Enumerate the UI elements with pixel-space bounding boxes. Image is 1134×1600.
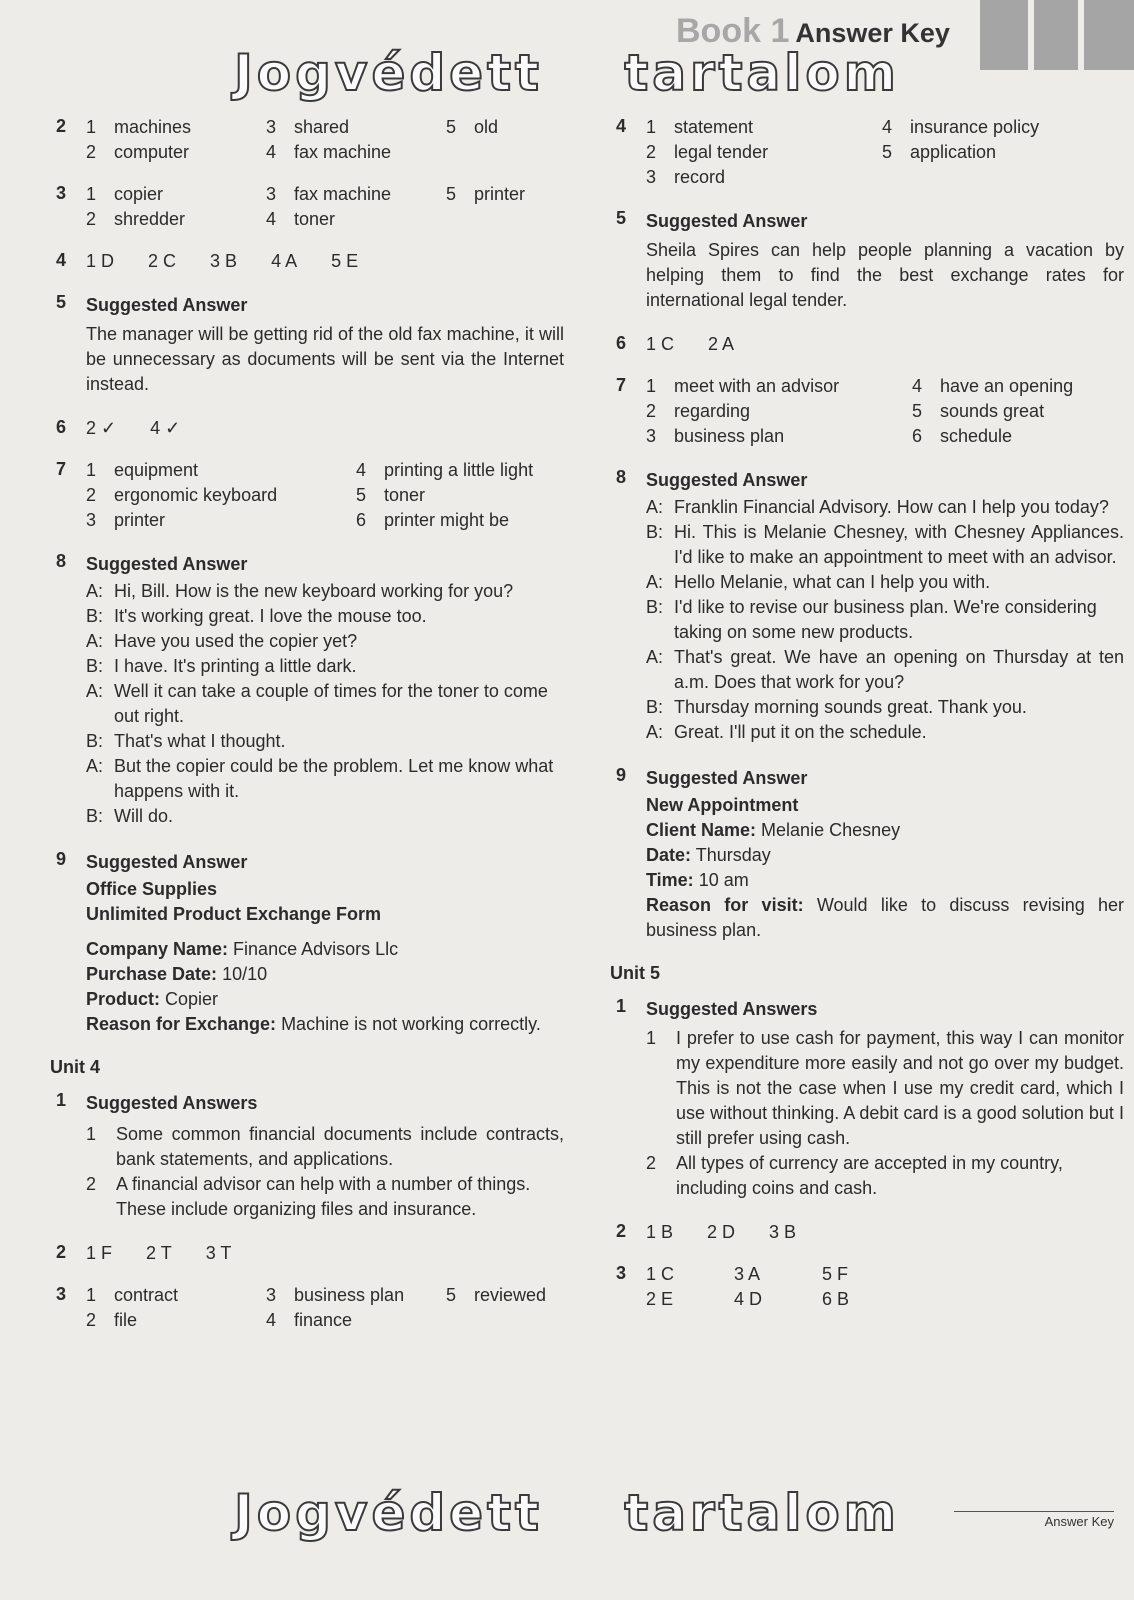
watermark-word: Jogvédett — [234, 44, 543, 102]
unit5-exercise-1 — [616, 996, 1124, 1201]
unit-heading: Unit 4 — [50, 1057, 101, 1077]
exercise-5 — [56, 292, 564, 397]
answer-item: 1 F — [86, 1243, 113, 1263]
watermark-word: Jogvédett — [234, 1484, 543, 1542]
answer-item: 1 equipment — [86, 460, 199, 480]
form-field: Time: 10 am — [646, 870, 749, 890]
answer-item: 3 business plan — [266, 1285, 405, 1305]
exercise-number: 5 — [56, 292, 67, 312]
suggested-answer-title: Suggested Answer — [86, 295, 248, 315]
answer-item: 3 record — [646, 167, 726, 187]
form-field: Reason for Exchange: Machine is not working correctly. — [86, 1014, 541, 1034]
answer-item: 5 E — [331, 251, 359, 271]
exercise-number: 2 — [56, 116, 67, 136]
exercise-number: 8 — [616, 467, 627, 487]
exercise-number: 2 — [616, 1221, 627, 1241]
suggested-answer-title: Suggested Answer — [86, 852, 248, 872]
answer-item: 4 fax machine — [266, 142, 392, 162]
dialogue-line: A: But the copier could be the problem. Let me know what happens with it. — [86, 756, 554, 801]
exercise-number: 9 — [56, 849, 67, 869]
exercise-7 — [616, 375, 1124, 447]
answer-item: 4 D — [734, 1289, 763, 1309]
answer-text: Sheila Spires can help people planning a vacation by helping them to find the best exchange rates for international legal tender. — [646, 240, 1124, 310]
exercise-2 — [56, 116, 564, 163]
answer-item: 2 file — [86, 1310, 138, 1330]
book-label: Book 1 — [676, 12, 790, 50]
answer-item: 3 B — [210, 251, 238, 271]
dialogue-line: A: That's great. We have an opening on Thursday at ten a.m. Does that work for you? — [646, 647, 1124, 692]
unit4-exercise-2 — [56, 1242, 564, 1264]
list-item: 1 I prefer to use cash for payment, this way I can monitor my expenditure more easily and not go over my budget. This is not the case when I use my credit card, which I use without thinking. A debit card is a good solution but I still prefer using cash. — [646, 1028, 1124, 1148]
exercise-3 — [56, 183, 564, 230]
answer-item: 2 computer — [86, 142, 190, 162]
answer-item: 5 sounds great — [912, 401, 1045, 421]
suggested-answer-title: Suggested Answers — [86, 1093, 258, 1113]
unit-heading: Unit 5 — [610, 963, 661, 983]
answer-item: 2 legal tender — [646, 142, 769, 162]
answer-item: 2 ✓ — [86, 418, 117, 438]
list-item: 2 All types of currency are accepted in my country, including coins and cash. — [646, 1153, 1063, 1198]
exercise-5 — [616, 208, 1124, 313]
answer-item: 2 C — [148, 251, 177, 271]
exercise-number: 5 — [616, 208, 627, 228]
answer-item: 3 business plan — [646, 426, 785, 446]
answer-item: 5 reviewed — [446, 1285, 547, 1305]
answer-item: 1 machines — [86, 117, 192, 137]
exercise-9 — [616, 765, 1124, 943]
list-item: 1 Some common financial documents include contracts, bank statements, and applications. — [86, 1124, 564, 1169]
answer-item: 1 meet with an advisor — [646, 376, 840, 396]
list-item: 2 A financial advisor can help with a number of things. These include organizing files and insurance. — [86, 1174, 531, 1219]
dialogue-line: B: Thursday morning sounds great. Thank you. — [646, 697, 1027, 717]
answer-item: 4 A — [271, 251, 298, 271]
dialogue-line: B: That's what I thought. — [86, 731, 286, 751]
exercise-number: 1 — [616, 996, 627, 1016]
exercise-number: 8 — [56, 551, 67, 571]
answer-item: 4 ✓ — [150, 418, 181, 438]
footer-label: Answer Key — [954, 1511, 1114, 1529]
dialogue-line: B: Will do. — [86, 806, 174, 826]
dialogue-line: B: I have. It's printing a little dark. — [86, 656, 357, 676]
form-title: New Appointment — [646, 795, 799, 815]
exercise-6 — [56, 417, 564, 439]
dialogue-line: A: Franklin Financial Advisory. How can I help you today? — [646, 497, 1109, 517]
answer-item: 5 printer — [446, 184, 526, 204]
exercise-8 — [616, 467, 1124, 745]
answer-item: 3 fax machine — [266, 184, 392, 204]
dialogue-line: A: Great. I'll put it on the schedule. — [646, 722, 927, 742]
dialogue-line: A: Hi, Bill. How is the new keyboard working for you? — [86, 581, 514, 601]
answer-item: 1 copier — [86, 184, 164, 204]
exercise-number: 4 — [616, 116, 627, 136]
answer-item: 5 F — [822, 1264, 849, 1284]
exercise-7 — [56, 459, 564, 531]
form-field: Purchase Date: 10/10 — [86, 964, 268, 984]
dialogue-line: B: I'd like to revise our business plan. We're considering taking on some new products. — [646, 597, 1097, 642]
answer-item: 1 C — [646, 334, 675, 354]
answer-item: 3 B — [769, 1222, 797, 1242]
dialogue — [646, 495, 1124, 745]
exercise-number: 7 — [56, 459, 67, 479]
answer-text: The manager will be getting rid of the old fax machine, it will be unnecessary as documents will be sent via the Internet instead. — [86, 324, 564, 394]
suggested-answer-title: Suggested Answer — [646, 768, 808, 788]
answer-item: 1 statement — [646, 117, 754, 137]
answer-item: 6 B — [822, 1289, 850, 1309]
answer-item: 4 printing a little light — [356, 460, 534, 480]
exercise-8 — [56, 551, 564, 829]
suggested-answer-title: Suggested Answer — [646, 470, 808, 490]
exercise-number: 3 — [56, 183, 67, 203]
form-field: Date: Thursday — [646, 845, 771, 865]
unit4-exercise-3 — [56, 1284, 564, 1331]
answer-item: 2 ergonomic keyboard — [86, 485, 278, 505]
watermark-word: tartalom — [624, 1484, 900, 1542]
exercise-number: 9 — [616, 765, 627, 785]
answer-item: 5 toner — [356, 485, 426, 505]
dialogue-line: B: It's working great. I love the mouse too. — [86, 606, 427, 626]
answer-item: 4 insurance policy — [882, 117, 1040, 137]
suggested-answer-title: Suggested Answer — [86, 554, 248, 574]
answer-item: 4 have an opening — [912, 376, 1074, 396]
form-field: Product: Copier — [86, 989, 219, 1009]
suggested-answer-title: Suggested Answer — [646, 211, 808, 231]
answer-item: 1 contract — [86, 1285, 179, 1305]
answer-item: 1 C — [646, 1264, 675, 1284]
exercise-9 — [56, 849, 564, 1037]
watermark-word: tartalom — [624, 44, 900, 102]
answer-item: 6 printer might be — [356, 510, 510, 530]
dialogue-line: A: Hello Melanie, what can I help you with. — [646, 572, 991, 592]
exercise-4 — [616, 116, 1124, 188]
dialogue-line: B: Hi. This is Melanie Chesney, with Chesney Appliances. I'd like to make an appointment to meet with an advisor. — [646, 522, 1124, 567]
answer-item: 2 D — [707, 1222, 736, 1242]
form-subtitle: Unlimited Product Exchange Form — [86, 904, 382, 924]
exercise-number: 6 — [616, 333, 627, 353]
answer-item: 5 old — [446, 117, 499, 137]
form-title: Office Supplies — [86, 879, 218, 899]
exercise-number: 6 — [56, 417, 67, 437]
answer-item: 4 finance — [266, 1310, 353, 1330]
answer-item: 2 regarding — [646, 401, 751, 421]
answer-item: 6 schedule — [912, 426, 1013, 446]
dialogue-line: A: Have you used the copier yet? — [86, 631, 358, 651]
answer-item: 2 A — [708, 334, 735, 354]
exercise-number: 3 — [616, 1263, 627, 1283]
exercise-number: 1 — [56, 1090, 67, 1110]
answer-item: 3 T — [205, 1243, 232, 1263]
answer-item: 3 A — [734, 1264, 761, 1284]
unit5-exercise-3 — [616, 1263, 1124, 1310]
exercise-6 — [616, 333, 1124, 355]
answer-item: 1 B — [646, 1222, 674, 1242]
form-field: Reason for visit: Would like to discuss revising her business plan. — [646, 895, 1124, 940]
answer-item: 2 T — [146, 1243, 172, 1263]
left-column — [50, 116, 564, 1351]
answer-item: 2 shredder — [86, 209, 186, 229]
suggested-answer-title: Suggested Answers — [646, 999, 818, 1019]
form-field: Company Name: Finance Advisors Llc — [86, 939, 399, 959]
answer-item: 4 toner — [266, 209, 336, 229]
unit5-exercise-2 — [616, 1221, 1124, 1243]
right-column — [610, 116, 1124, 1330]
exercise-number: 2 — [56, 1242, 67, 1262]
answer-item: 1 D — [86, 251, 115, 271]
watermark-top — [0, 44, 1134, 102]
form-field: Client Name: Melanie Chesney — [646, 820, 901, 840]
answer-item: 3 printer — [86, 510, 166, 530]
unit4-exercise-1 — [56, 1090, 564, 1222]
exercise-4 — [56, 250, 564, 272]
answer-item: 2 E — [646, 1289, 674, 1309]
answer-item: 3 shared — [266, 117, 350, 137]
exercise-number: 4 — [56, 250, 67, 270]
dialogue-line: A: Well it can take a couple of times for the toner to come out right. — [86, 681, 548, 726]
answer-key-title: Answer Key — [795, 18, 950, 48]
exercise-number: 7 — [616, 375, 627, 395]
answer-item: 5 application — [882, 142, 997, 162]
dialogue — [86, 579, 564, 829]
exercise-number: 3 — [56, 1284, 67, 1304]
